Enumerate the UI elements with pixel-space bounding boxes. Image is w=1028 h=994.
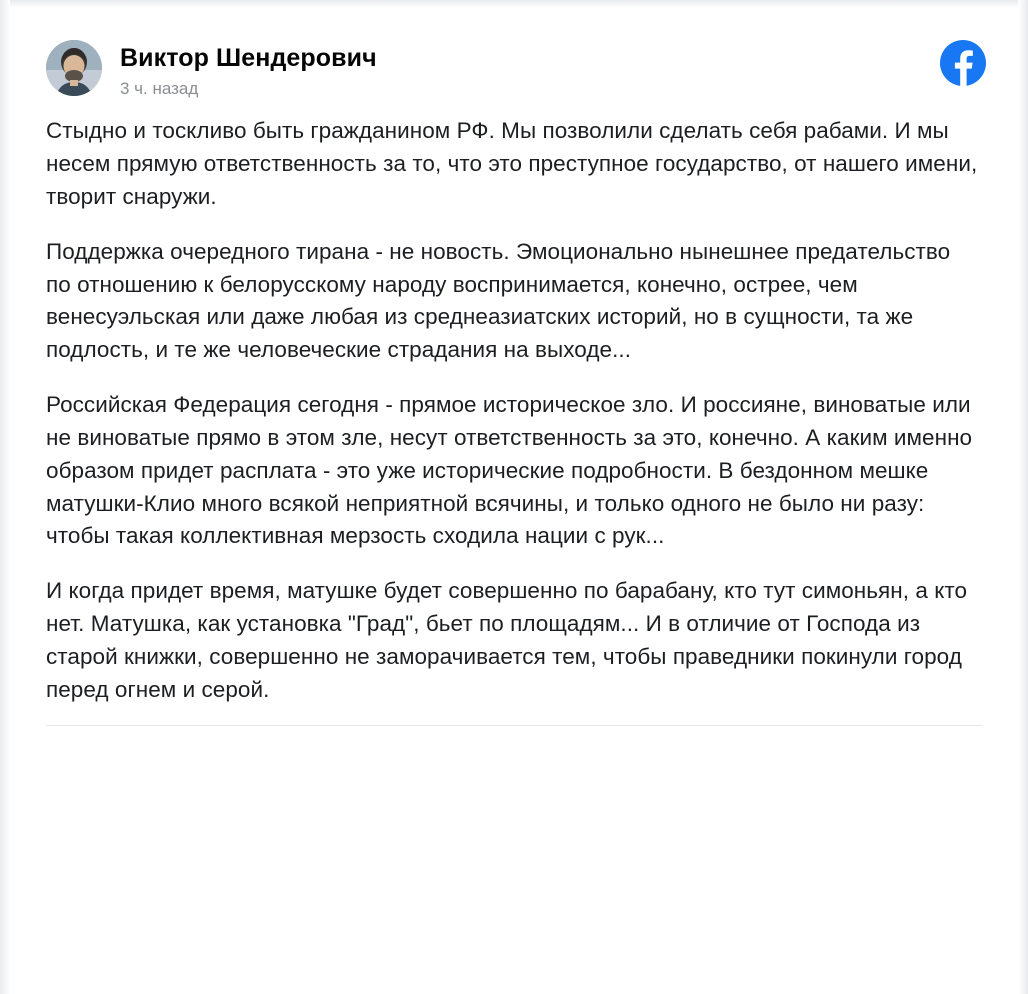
post-paragraph: Российская Федерация сегодня - прямое историческое зло. И россияне, виноватые или не виноватые прямо в этом зле, несут ответственность за это, конечно. А каким именно образом придет расплата - это уже исторические подробности. В бездонном мешке матушки-Клио много всякой неприятной всячины, и только одного не было ни разу: чтобы такая коллективная мерзость сходила нации с рук... (46, 392, 973, 549)
top-edge-shadow (0, 0, 1028, 8)
right-edge-shadow (1018, 0, 1028, 994)
post-footer-divider (46, 725, 982, 744)
post-paragraph: Поддержка очередного тирана - не новость. Эмоционально нынешнее предательство по отношению к белорусскому народу воспринимается, конечно, острее, чем венесуэльская или даже любая из среднеазиатских историй, но в сущности, та же подлость, и те же человеческие страдания на выходе... (46, 238, 951, 363)
post-body (24, 105, 1004, 707)
author-name[interactable]: Виктор Шендерович (120, 44, 377, 72)
post-paragraph: И когда придет время, матушке будет совершенно по барабану, кто тут симоньян, а кто нет. Матушка, как установка "Град", бьет по площадям... И в отличие от Господа из старой книжки, совершенно не заморачивается тем, чтобы праведники покинули город перед огнем и серой. (46, 578, 968, 702)
avatar[interactable] (46, 40, 102, 96)
author-block (120, 40, 377, 99)
post-header (24, 18, 1004, 105)
facebook-icon[interactable] (940, 40, 986, 86)
social-post-card (24, 18, 1004, 744)
post-paragraph: Стыдно и тоскливо быть гражданином РФ. Мы позволили сделать себя рабами. И мы несем прямую ответственность за то, что это преступное государство, от нашего имени, творит снаружи. (46, 118, 978, 209)
post-timestamp: 3 ч. назад (120, 78, 199, 98)
left-edge-shadow (0, 0, 10, 994)
